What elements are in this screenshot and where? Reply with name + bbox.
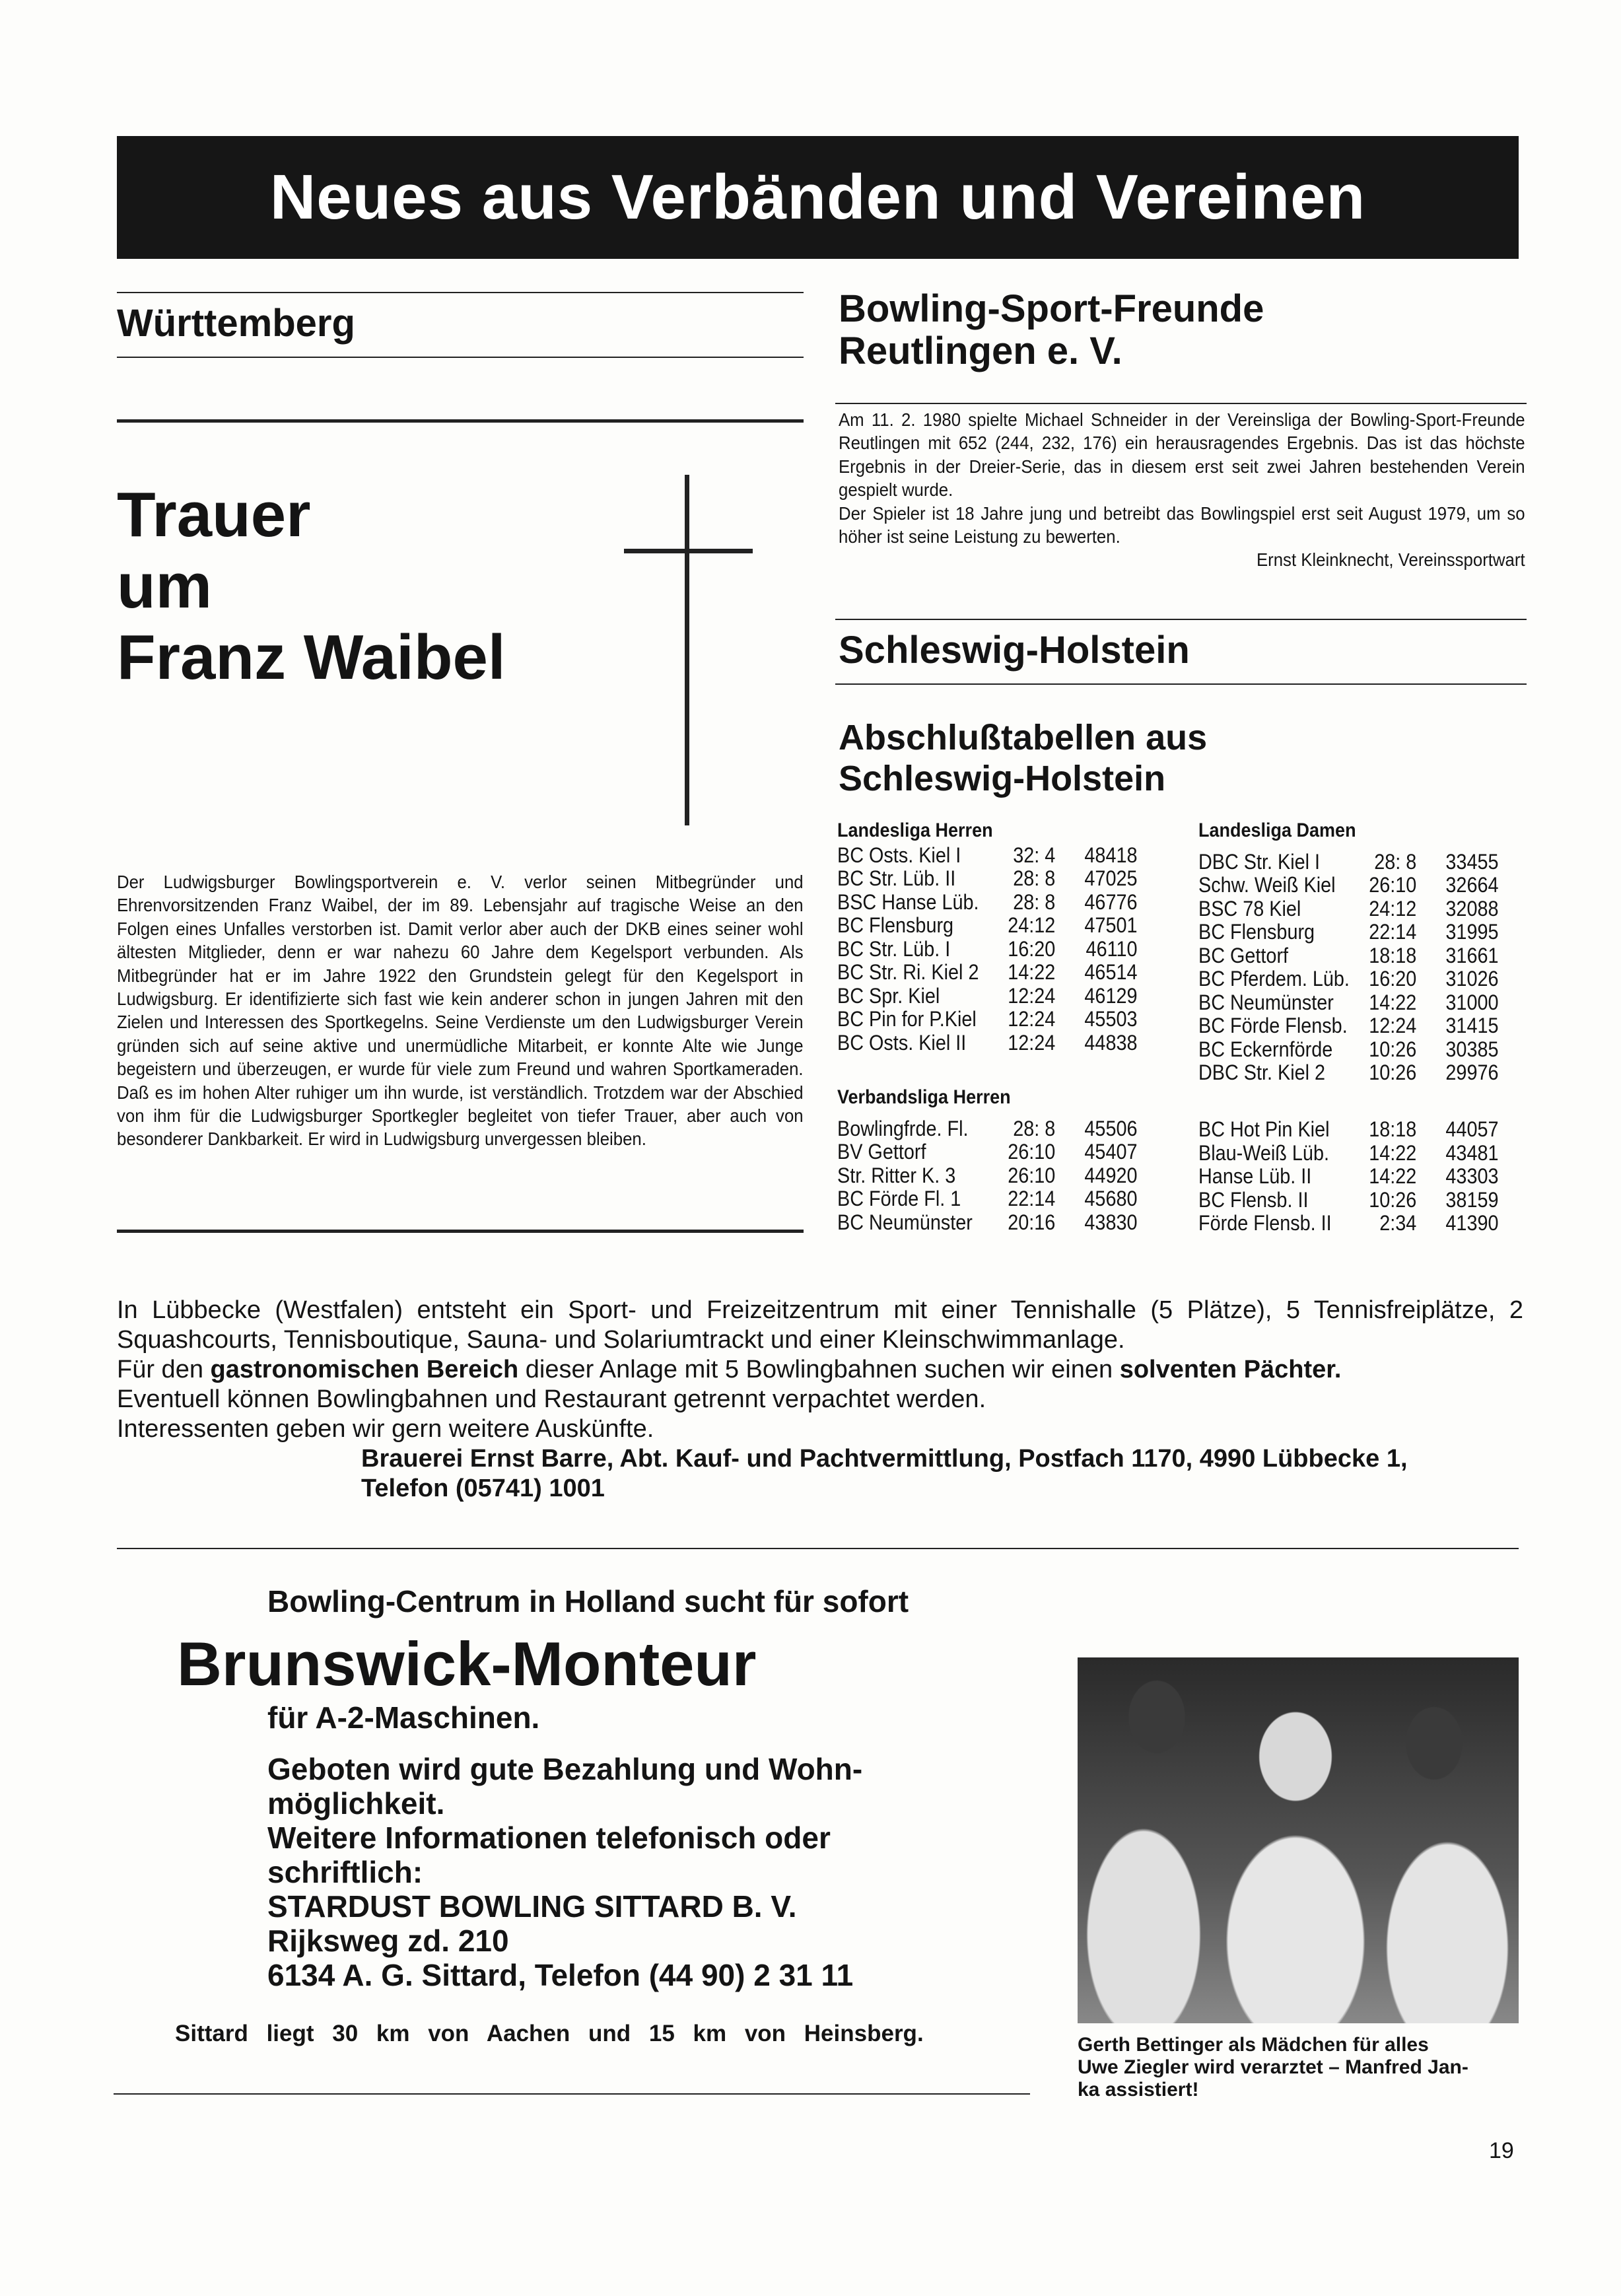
points: 14:22 bbox=[1369, 990, 1417, 1014]
score: 45680 bbox=[1084, 1187, 1138, 1210]
divider-thick bbox=[117, 419, 804, 423]
team-name: Str. Ritter K. 3 bbox=[837, 1163, 956, 1187]
team-name: BC Eckernförde bbox=[1198, 1037, 1333, 1061]
team-name: BC Osts. Kiel II bbox=[837, 1030, 967, 1055]
ad-line: möglichkeit. bbox=[267, 1786, 445, 1821]
table-row bbox=[1198, 874, 1499, 897]
points: 14:22 bbox=[1008, 960, 1056, 984]
photo-caption bbox=[1078, 2034, 1468, 2101]
team-name: Bowlingfrde. Fl. bbox=[837, 1116, 969, 1140]
table-row bbox=[837, 1140, 1138, 1164]
points: 18:18 bbox=[1369, 943, 1417, 967]
heading-line: Reutlingen e. V. bbox=[839, 330, 1122, 372]
ad-line: für A-2-Maschinen. bbox=[267, 1700, 540, 1735]
table-row bbox=[1198, 921, 1499, 944]
points: 32: 4 bbox=[1013, 843, 1056, 867]
team-name: BC Flensburg bbox=[1198, 920, 1315, 944]
table-landesliga-herren bbox=[837, 819, 1138, 1055]
ad-text: In Lübbecke (Westfalen) entsteht ein Sport- und Freizeitzentrum mit einer Tennishalle (5 Plätze), 5 Tennisfreiplätze, 2 Squashcourts, Tennisboutique, Sauna- und Solariumtrackt und einer Kleinschwimmanlage. bbox=[117, 1296, 1523, 1354]
team-name: BC Pferdem. Lüb. bbox=[1198, 967, 1350, 991]
team-name: BC Pin for P.Kiel bbox=[837, 1007, 977, 1031]
table-row bbox=[837, 844, 1138, 868]
table-row bbox=[837, 867, 1138, 891]
divider bbox=[117, 1548, 1519, 1549]
team-name: BC Spr. Kiel bbox=[837, 983, 940, 1008]
points: 10:26 bbox=[1369, 1037, 1417, 1061]
table-row bbox=[1198, 1014, 1499, 1038]
team-name: BSC Hanse Lüb. bbox=[837, 889, 979, 914]
score: 43481 bbox=[1445, 1140, 1499, 1165]
divider bbox=[117, 292, 804, 293]
table-row bbox=[837, 961, 1138, 985]
table-row bbox=[837, 1008, 1138, 1031]
points: 28: 8 bbox=[1013, 866, 1056, 890]
caption-line: ka assistiert! bbox=[1078, 2079, 1199, 2101]
table-title: Verbandsliga Herren bbox=[837, 1086, 1011, 1108]
score: 29976 bbox=[1445, 1061, 1499, 1084]
subheading-line: Schleswig-Holstein bbox=[839, 759, 1166, 798]
table-row bbox=[837, 891, 1138, 915]
score: 46514 bbox=[1084, 960, 1138, 984]
points: 12:24 bbox=[1369, 1014, 1417, 1037]
divider bbox=[835, 619, 1527, 620]
score: 47025 bbox=[1084, 866, 1138, 890]
holland-intro: Bowling-Centrum in Holland sucht für sofort bbox=[267, 1584, 909, 1618]
obituary-title bbox=[117, 479, 506, 693]
caption-line: Uwe Ziegler wird verarztet – Manfred Jan- bbox=[1078, 2056, 1468, 2078]
ad-text: Interessenten geben wir gern weitere Auskünfte. bbox=[117, 1415, 654, 1443]
ad-line: STARDUST BOWLING SITTARD B. V. bbox=[267, 1889, 797, 1924]
table-row bbox=[1198, 1038, 1499, 1062]
banner-title: Neues aus Verbänden und Vereinen bbox=[269, 162, 1366, 232]
team-name: BC Flensburg bbox=[837, 913, 954, 937]
score: 32088 bbox=[1445, 896, 1499, 921]
table-row bbox=[837, 1117, 1138, 1141]
team-name: BC Förde Flensb. bbox=[1198, 1014, 1348, 1037]
score: 48418 bbox=[1084, 843, 1138, 867]
heading-line: Bowling-Sport-Freunde bbox=[839, 287, 1264, 330]
score: 44920 bbox=[1084, 1163, 1138, 1187]
team-name: DBC Str. Kiel I bbox=[1198, 849, 1321, 874]
table-row bbox=[837, 1187, 1138, 1211]
score: 31995 bbox=[1445, 920, 1499, 944]
table-row bbox=[1198, 1165, 1499, 1189]
reutlingen-text bbox=[839, 408, 1525, 572]
score: 43303 bbox=[1445, 1164, 1499, 1188]
team-name: BC Str. Lüb. II bbox=[837, 866, 956, 890]
divider-thick bbox=[117, 1230, 804, 1233]
table-row bbox=[1198, 991, 1499, 1015]
score: 46110 bbox=[1086, 936, 1138, 961]
team-photo bbox=[1078, 1657, 1519, 2023]
ad-text: Für den gastronomischen Bereich dieser Anlage mit 5 Bowlingbahnen suchen wir einen solventen Pächter. bbox=[117, 1356, 1342, 1383]
team-name: Förde Flensb. II bbox=[1198, 1211, 1332, 1235]
table-row bbox=[1198, 967, 1499, 991]
points: 20:16 bbox=[1008, 1210, 1056, 1234]
paragraph: Am 11. 2. 1980 spielte Michael Schneider in der Vereinsliga der Bowling-Sport-Freunde Reutlingen mit 652 (244, 232, 176) ein herausragendes Ergebnis. Das ist das höchste Ergebnis in der Dreier-Serie, das in diesem erst seit zwei Jahren bestehenden Verein gespielt wurde. bbox=[839, 409, 1525, 501]
score: 32664 bbox=[1445, 873, 1499, 897]
points: 16:20 bbox=[1008, 936, 1056, 961]
score: 45407 bbox=[1084, 1140, 1138, 1164]
table-row bbox=[1198, 1212, 1499, 1235]
score: 45506 bbox=[1084, 1116, 1138, 1140]
team-name: BC Gettorf bbox=[1198, 943, 1289, 967]
cross-icon-bar bbox=[624, 549, 753, 553]
score: 47501 bbox=[1084, 913, 1138, 937]
score: 46776 bbox=[1084, 889, 1138, 914]
table-row bbox=[837, 1164, 1138, 1188]
points: 24:12 bbox=[1369, 896, 1417, 921]
table-row bbox=[1198, 1189, 1499, 1212]
table-title: Landesliga Damen bbox=[1198, 819, 1356, 841]
table-row bbox=[837, 938, 1138, 961]
divider bbox=[835, 403, 1527, 404]
caption-line: Gerth Bettinger als Mädchen für alles bbox=[1078, 2034, 1429, 2056]
table-row bbox=[1198, 897, 1499, 921]
holland-details bbox=[267, 1700, 862, 1992]
ad-text: Eventuell können Bowlingbahnen und Restaurant getrennt verpachtet werden. bbox=[117, 1385, 986, 1413]
score: 31661 bbox=[1445, 943, 1499, 967]
points: 2:34 bbox=[1379, 1211, 1417, 1235]
heading-schleswig-holstein: Schleswig-Holstein bbox=[839, 629, 1190, 672]
team-name: BC Flensb. II bbox=[1198, 1187, 1309, 1212]
points: 14:22 bbox=[1369, 1140, 1417, 1165]
luebbecke-ad bbox=[117, 1296, 1523, 1504]
score: 44057 bbox=[1445, 1117, 1499, 1141]
points: 18:18 bbox=[1369, 1117, 1417, 1141]
table-row bbox=[1198, 851, 1499, 874]
table-row bbox=[1198, 944, 1499, 968]
table-verbandsliga-herren bbox=[837, 1086, 1138, 1234]
table-row bbox=[837, 914, 1138, 938]
obituary-text: Der Ludwigsburger Bowlingsportverein e. V. verlor seinen Mitbegründer und Ehrenvorsitzenden Franz Waibel, der im 89. Lebensjahr auf tragische Weise an den Folgen eines Unfalles verstorben ist. Damit verlor aber auch der DKB eines seiner wohl ältesten Mitglieder, denn er war nahezu 60 Jahre dem Kegelsport verbunden. Als Mitbegründer hat er im Jahre 1922 den Grundstein gelegt für den Kegelsport in Ludwigsburg. Er identifizierte sich fast wie kein anderer schon in jungen Jahren mit den Zielen und Interessen des Sportkegelns. Seine Verdienste um den Ludwigsburger Verein gründen sich auf seine aktive und unermüdliche Mitarbeit, er konnte Alte wie Junge begeistern und überzeugen, er wurde für viele zum Freund und wahren Sportkameraden. Daß es im hohen Alter ruhiger um ihn wurde, ist verständlich. Trotzdem war der Abschied von ihm für die Ludwigsburger Sportkegler begleitet von tiefer Trauer, aber auch von besonderer Dankbarkeit. Er wird in Ludwigsburg unvergessen bleiben. bbox=[117, 872, 804, 1150]
table-row bbox=[1198, 1118, 1499, 1142]
score: 41390 bbox=[1445, 1211, 1499, 1235]
score: 31415 bbox=[1445, 1014, 1499, 1037]
points: 24:12 bbox=[1008, 913, 1056, 937]
team-name: BC Str. Lüb. I bbox=[837, 936, 951, 961]
table-verbandsliga-herren-right bbox=[1198, 1118, 1499, 1235]
team-name: BC Förde Fl. 1 bbox=[837, 1187, 961, 1210]
ad-line: 6134 A. G. Sittard, Telefon (44 90) 2 31 11 bbox=[267, 1958, 854, 1992]
divider bbox=[114, 2093, 1030, 2095]
table-title: Landesliga Herren bbox=[837, 819, 993, 841]
points: 12:24 bbox=[1008, 1030, 1056, 1055]
team-name: BV Gettorf bbox=[837, 1140, 926, 1164]
points: 28: 8 bbox=[1013, 889, 1056, 914]
ad-line: Weitere Informationen telefonisch oder bbox=[267, 1821, 831, 1855]
team-name: DBC Str. Kiel 2 bbox=[1198, 1061, 1326, 1084]
points: 22:14 bbox=[1008, 1187, 1056, 1210]
score: 46129 bbox=[1084, 983, 1138, 1008]
team-name: BC Hot Pin Kiel bbox=[1198, 1117, 1330, 1141]
table-row bbox=[1198, 1142, 1499, 1165]
obituary-title-line: um bbox=[117, 551, 212, 621]
page-number: 19 bbox=[1489, 2138, 1514, 2163]
holland-footer: Sittard liegt 30 km von Aachen und 15 km von Heinsberg. bbox=[175, 2021, 924, 2046]
team-name: BC Str. Ri. Kiel 2 bbox=[837, 960, 979, 984]
divider bbox=[835, 683, 1527, 685]
points: 26:10 bbox=[1008, 1163, 1056, 1187]
paragraph: Der Spieler ist 18 Jahre jung und betreibt das Bowlingspiel erst seit August 1979, um so höher ist seine Leistung zu bewerten. bbox=[839, 503, 1525, 547]
points: 16:20 bbox=[1369, 967, 1417, 991]
score: 38159 bbox=[1445, 1187, 1499, 1212]
points: 12:24 bbox=[1008, 983, 1056, 1008]
heading-reutlingen bbox=[839, 288, 1264, 372]
table-row bbox=[837, 1031, 1138, 1055]
obituary-title-line: Trauer bbox=[117, 479, 311, 550]
signature: Ernst Kleinknecht, Vereinssportwart bbox=[1256, 549, 1525, 571]
subheading-line: Abschlußtabellen aus bbox=[839, 718, 1208, 757]
team-name: Blau-Weiß Lüb. bbox=[1198, 1140, 1329, 1165]
subheading-tables bbox=[839, 717, 1207, 799]
points: 28: 8 bbox=[1013, 1116, 1056, 1140]
obituary-title-line: Franz Waibel bbox=[117, 622, 506, 693]
table-row bbox=[837, 985, 1138, 1008]
table-landesliga-damen bbox=[1198, 819, 1499, 1085]
section-banner bbox=[117, 136, 1519, 259]
points: 26:10 bbox=[1008, 1140, 1056, 1164]
score: 30385 bbox=[1445, 1037, 1499, 1061]
holland-title: Brunswick-Monteur bbox=[177, 1629, 757, 1698]
score: 31000 bbox=[1445, 990, 1499, 1014]
points: 22:14 bbox=[1369, 920, 1417, 944]
points: 14:22 bbox=[1369, 1164, 1417, 1188]
points: 10:26 bbox=[1369, 1061, 1417, 1084]
ad-line: Geboten wird gute Bezahlung und Wohn- bbox=[267, 1752, 863, 1786]
team-name: Hanse Lüb. II bbox=[1198, 1164, 1312, 1188]
team-name: Schw. Weiß Kiel bbox=[1198, 873, 1336, 897]
score: 43830 bbox=[1084, 1210, 1138, 1234]
ad-contact: Brauerei Ernst Barre, Abt. Kauf- und Pachtvermittlung, Postfach 1170, 4990 Lübbecke 1, Telefon (05741) 1001 bbox=[361, 1445, 1408, 1502]
team-name: BSC 78 Kiel bbox=[1198, 896, 1301, 921]
score: 31026 bbox=[1445, 967, 1499, 991]
score: 44838 bbox=[1084, 1030, 1138, 1055]
table-row bbox=[1198, 1061, 1499, 1085]
score: 33455 bbox=[1445, 849, 1499, 874]
ad-line: Rijksweg zd. 210 bbox=[267, 1924, 509, 1958]
table-row bbox=[837, 1211, 1138, 1235]
heading-wuerttemberg: Württemberg bbox=[117, 302, 355, 345]
team-name: BC Neumünster bbox=[837, 1210, 973, 1234]
score: 45503 bbox=[1084, 1007, 1138, 1031]
ad-line: schriftlich: bbox=[267, 1855, 423, 1889]
points: 26:10 bbox=[1369, 873, 1417, 897]
points: 28: 8 bbox=[1374, 849, 1417, 874]
points: 10:26 bbox=[1369, 1187, 1417, 1212]
cross-icon bbox=[685, 475, 689, 825]
team-name: BC Neumünster bbox=[1198, 990, 1334, 1014]
points: 12:24 bbox=[1008, 1007, 1056, 1031]
divider bbox=[117, 357, 804, 358]
team-name: BC Osts. Kiel I bbox=[837, 843, 961, 867]
